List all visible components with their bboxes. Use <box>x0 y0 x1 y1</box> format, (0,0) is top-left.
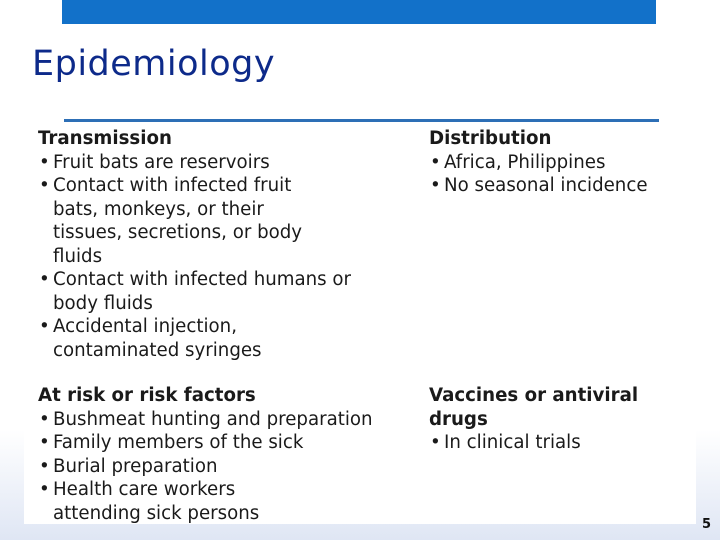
list-item: • Health care workers attending sick persons <box>38 478 283 525</box>
list-item: • Fruit bats are reservoirs <box>38 151 418 175</box>
distribution-section <box>429 127 689 198</box>
list-item: • Contact with infected humans or body fluids <box>38 268 353 315</box>
list-item: • Family members of the sick <box>38 431 423 455</box>
section-heading: Transmission <box>38 128 172 149</box>
top-accent-bar <box>62 0 656 24</box>
risk-factors-section <box>38 384 423 525</box>
list-item: • No seasonal incidence <box>429 174 689 198</box>
section-heading: At risk or risk factors <box>38 385 256 406</box>
title-underline <box>64 119 659 122</box>
page-number: 5 <box>702 517 712 532</box>
section-heading: Vaccines or antiviral drugs <box>429 385 639 430</box>
list-item: • Contact with infected fruit bats, monkeys, or their tissues, secretions, or body fluids <box>38 174 318 268</box>
section-heading: Distribution <box>429 128 552 149</box>
transmission-section <box>38 127 418 362</box>
list-item: • In clinical trials <box>429 431 699 455</box>
vaccines-section <box>429 384 699 455</box>
list-item: • Burial preparation <box>38 455 423 479</box>
slide-title: Epidemiology <box>32 44 276 84</box>
list-item: • Africa, Philippines <box>429 151 689 175</box>
content-panel <box>24 124 696 524</box>
list-item: • Bushmeat hunting and preparation <box>38 408 423 432</box>
list-item: • Accidental injection, contaminated syringes <box>38 315 293 362</box>
